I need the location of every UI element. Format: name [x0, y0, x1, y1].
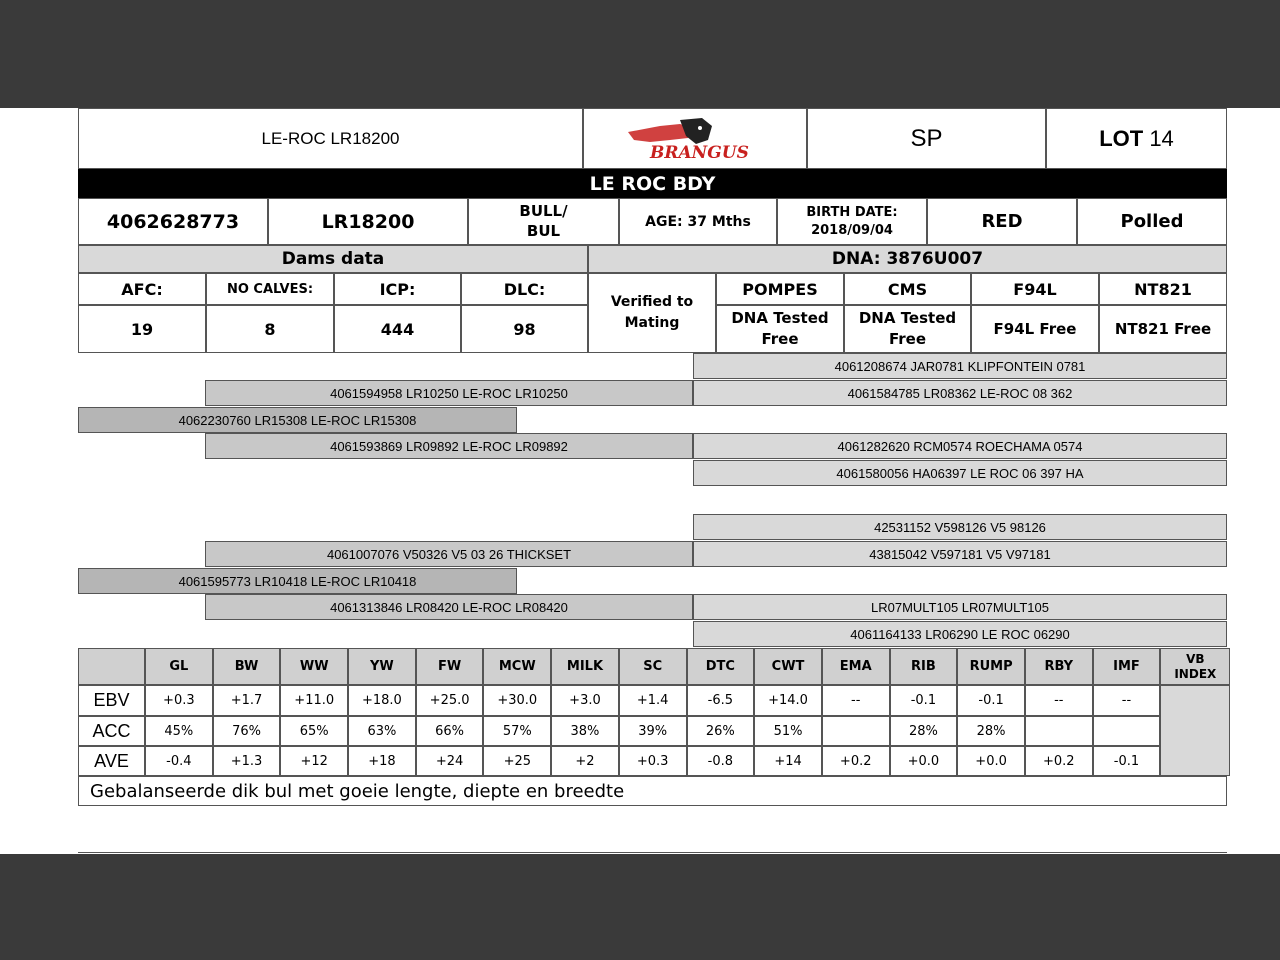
pompes-value: DNA Tested Free — [716, 305, 844, 353]
herd-id: LR18200 — [268, 198, 468, 245]
pedigree-sss: 4061208674 JAR0781 KLIPFONTEIN 0781 — [693, 353, 1227, 379]
pedigree-dam: 4061595773 LR10418 LE-ROC LR10418 — [78, 568, 517, 594]
pedigree-sire: 4062230760 LR15308 LE-ROC LR15308 — [78, 407, 517, 433]
ebv-cell — [1025, 716, 1093, 746]
pedigree-dsd: 43815042 V597181 V5 V97181 — [693, 541, 1227, 567]
nt821-label: NT821 — [1099, 273, 1227, 305]
pedigree-dam-dam: 4061313846 LR08420 LE-ROC LR08420 — [205, 594, 693, 620]
verified-to-mating: Verified to Mating — [588, 273, 716, 353]
ebv-cell: -0.1 — [1093, 746, 1161, 776]
ebv-cell: 76% — [213, 716, 281, 746]
ebv-cell: 65% — [280, 716, 348, 746]
ebv-cell: -- — [1025, 685, 1093, 716]
ebv-cell: +2 — [551, 746, 619, 776]
icp-value: 444 — [334, 305, 461, 353]
ebv-header-vb-index: VB INDEX — [1160, 648, 1230, 685]
pedigree-sire-dam: 4061593869 LR09892 LE-ROC LR09892 — [205, 433, 693, 459]
header-row — [78, 108, 1227, 169]
pedigree-dam-sire: 4061007076 V50326 V5 03 26 THICKSET — [205, 541, 693, 567]
ebv-cell: 57% — [483, 716, 551, 746]
ebv-cell: 38% — [551, 716, 619, 746]
afc-value: 19 — [78, 305, 206, 353]
ebv-cell — [1093, 716, 1161, 746]
dlc-label: DLC: — [461, 273, 588, 305]
ebv-header-milk: MILK — [551, 648, 619, 685]
ebv-cell: +18 — [348, 746, 416, 776]
ebv-header-ema: EMA — [822, 648, 890, 685]
ebv-cell: +14 — [754, 746, 822, 776]
pedigree-ddd: 4061164133 LR06290 LE ROC 06290 — [693, 621, 1227, 647]
ebv-header-imf: IMF — [1093, 648, 1161, 685]
ebv-cell: +24 — [416, 746, 484, 776]
f94l-label: F94L — [971, 273, 1099, 305]
cms-label: CMS — [844, 273, 971, 305]
ebv-cell: +0.0 — [957, 746, 1025, 776]
dlc-value: 98 — [461, 305, 588, 353]
comment-text: Gebalanseerde dik bul met goeie lengte, diepte en breedte — [90, 780, 625, 802]
pedigree-dds: LR07MULT105 LR07MULT105 — [693, 594, 1227, 620]
ebv-cell — [822, 716, 890, 746]
lot-number: 14 — [1149, 125, 1174, 151]
ebv-cell: +0.2 — [822, 746, 890, 776]
brangus-logo-icon — [620, 114, 770, 164]
ebv-cell: +0.3 — [145, 685, 213, 716]
ebv-row-label-acc: ACC — [78, 716, 145, 746]
dna-title: DNA: 3876U007 — [588, 245, 1227, 273]
ebv-cell: +12 — [280, 746, 348, 776]
animal-name: LE ROC BDY — [589, 172, 716, 195]
pedigree-sire-sire: 4061594958 LR10250 LE-ROC LR10250 — [205, 380, 693, 406]
pedigree-ssd: 4061584785 LR08362 LE-ROC 08 362 — [693, 380, 1227, 406]
ebv-cell: +30.0 — [483, 685, 551, 716]
ebv-header-rby: RBY — [1025, 648, 1093, 685]
ebv-cell: +0.2 — [1025, 746, 1093, 776]
ebv-cell: +0.3 — [619, 746, 687, 776]
ebv-cell: +18.0 — [348, 685, 416, 716]
ebv-header-gl: GL — [145, 648, 213, 685]
ebv-header-ww: WW — [280, 648, 348, 685]
ebv-cell: 26% — [687, 716, 755, 746]
ebv-header-dtc: DTC — [687, 648, 755, 685]
lot-label: LOT — [1099, 125, 1144, 151]
ebv-cell: -- — [822, 685, 890, 716]
icp-label: ICP: — [334, 273, 461, 305]
ebv-header-bw: BW — [213, 648, 281, 685]
dams-title: Dams data — [78, 245, 588, 273]
classification: SP — [807, 108, 1046, 169]
cms-value: DNA Tested Free — [844, 305, 971, 353]
ebv-cell: -0.4 — [145, 746, 213, 776]
ebv-cell: +1.3 — [213, 746, 281, 776]
ebv-cell: -0.1 — [890, 685, 958, 716]
afc-label: AFC: — [78, 273, 206, 305]
info-row — [78, 198, 1227, 245]
pedigree-sds: 4061282620 RCM0574 ROECHAMA 0574 — [693, 433, 1227, 459]
logo-text: BRANGUS — [650, 142, 749, 163]
lot — [1046, 108, 1227, 169]
ebv-cell: 63% — [348, 716, 416, 746]
calves-label: NO CALVES: — [206, 273, 334, 305]
bottom-dark-band — [0, 854, 1280, 960]
ebv-header-rump: RUMP — [957, 648, 1025, 685]
sex: BULL/ BUL — [468, 198, 619, 245]
ebv-cell: +1.4 — [619, 685, 687, 716]
ebv-cell: 28% — [890, 716, 958, 746]
ebv-cell: 45% — [145, 716, 213, 746]
pompes-label: POMPES — [716, 273, 844, 305]
ebv-cell: -- — [1093, 685, 1161, 716]
ebv-cell: +1.7 — [213, 685, 281, 716]
horn-status: Polled — [1077, 198, 1227, 245]
age: AGE: 37 Mths — [619, 198, 777, 245]
ebv-cell: 28% — [957, 716, 1025, 746]
ebv-header-sc: SC — [619, 648, 687, 685]
animal-id: LE-ROC LR18200 — [78, 108, 583, 169]
ebv-table — [78, 648, 1227, 776]
registration-number: 4062628773 — [78, 198, 268, 245]
ebv-cell: 51% — [754, 716, 822, 746]
ebv-row-label-ave: AVE — [78, 746, 145, 776]
ebv-cell: 66% — [416, 716, 484, 746]
colour: RED — [927, 198, 1077, 245]
ebv-header-mcw: MCW — [483, 648, 551, 685]
ebv-cell: +14.0 — [754, 685, 822, 716]
dams-dna-section — [78, 245, 1227, 353]
ebv-cell: -6.5 — [687, 685, 755, 716]
ebv-cell: 39% — [619, 716, 687, 746]
brangus-logo — [583, 108, 807, 169]
ebv-cell: +11.0 — [280, 685, 348, 716]
calves-value: 8 — [206, 305, 334, 353]
comment-box — [78, 776, 1227, 806]
ebv-row-label-ebv: EBV — [78, 685, 145, 716]
birth-date: BIRTH DATE: 2018/09/04 — [777, 198, 927, 245]
ebv-cell: +25 — [483, 746, 551, 776]
nt821-value: NT821 Free — [1099, 305, 1227, 353]
ebv-corner — [78, 648, 145, 685]
ebv-cell: +25.0 — [416, 685, 484, 716]
ebv-header-fw: FW — [416, 648, 484, 685]
ebv-cell: +0.0 — [890, 746, 958, 776]
ebv-header-rib: RIB — [890, 648, 958, 685]
pedigree-dss: 42531152 V598126 V5 98126 — [693, 514, 1227, 540]
pedigree-sdd: 4061580056 HA06397 LE ROC 06 397 HA — [693, 460, 1227, 486]
ebv-cell: -0.8 — [687, 746, 755, 776]
ebv-header-cwt: CWT — [754, 648, 822, 685]
f94l-value: F94L Free — [971, 305, 1099, 353]
ebv-header-yw: YW — [348, 648, 416, 685]
ebv-cell: +3.0 — [551, 685, 619, 716]
animal-name-bar — [78, 169, 1227, 198]
ebv-cell: -0.1 — [957, 685, 1025, 716]
vb-index-value — [1160, 685, 1230, 776]
top-dark-band — [0, 0, 1280, 108]
